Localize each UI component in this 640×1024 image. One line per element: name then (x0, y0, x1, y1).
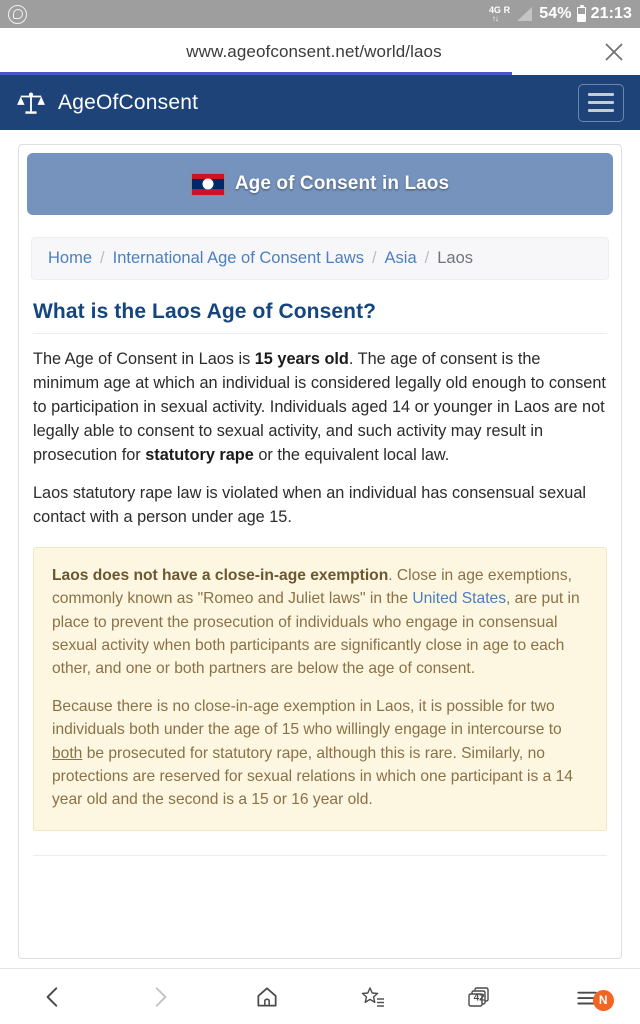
scales-of-justice-icon (16, 90, 46, 116)
hamburger-menu-icon-bar (588, 101, 614, 104)
paragraph-1-text-part-2: . The age of consent is the minimum age at which an individual is considered legally old enough to consent to participation in sexual activity. Individuals aged 14 or younger in Laos are not legally able to consent to sexual activity, and such activity may result in prosecution for (33, 350, 606, 465)
back-button[interactable] (0, 984, 107, 1010)
breadcrumb-separator: / (424, 249, 430, 267)
heading-divider (33, 333, 607, 334)
battery-icon (577, 7, 586, 22)
article-paragraph-1 (33, 347, 607, 468)
network-type-label: 4G (489, 4, 501, 15)
browser-menu-button[interactable] (533, 984, 640, 1010)
notice-paragraph-1 (52, 564, 588, 681)
breadcrumb-item-home[interactable]: Home (48, 249, 93, 267)
breadcrumb-separator: / (371, 249, 377, 267)
tab-count-label: 42 (473, 991, 485, 1003)
age-of-consent-value: 15 years old (254, 350, 349, 368)
browser-bottom-navigation (0, 968, 640, 1024)
home-icon (254, 984, 280, 1010)
breadcrumb-separator: / (100, 249, 105, 267)
browser-url-bar[interactable] (0, 28, 640, 75)
notice-p2-part-2: be prosecuted for statutory rape, although this is rare. Similarly, no protections are reserved for sexual relations in which one participant is a 14 year old and the second is a 15 or 16 year old. (52, 744, 573, 809)
article-paragraph-2: Laos statutory rape law is violated when an individual has consensual sexual contact with a person under age 15. (33, 483, 586, 526)
bookmark-star-icon (360, 984, 386, 1010)
forward-button[interactable] (107, 984, 214, 1010)
breadcrumb-item-laos-current: Laos (437, 249, 474, 267)
notice-p2-part-1: Because there is no close-in-age exemption in Laos, it is possible for two individuals both under the age of 15 who willingly engage in intercourse to (52, 697, 562, 739)
page-content-wrapper (0, 130, 640, 959)
breadcrumb (31, 237, 609, 280)
page-title: Age of Consent in Laos (234, 173, 450, 194)
notice-p1-part-2: , are put in place to prevent the prosecution of individuals who engage in consensual sexual activity when both participants are significantly close in age to each other, and one or both partners are below the age of consent. (52, 590, 580, 678)
roaming-indicator: R (503, 5, 511, 15)
android-status-bar (0, 0, 640, 28)
page-load-progress-bar (0, 72, 512, 75)
close-in-age-notice-box (33, 547, 607, 831)
site-header (0, 75, 640, 130)
content-bottom-divider (33, 855, 607, 856)
network-arrows: ↑↓ (491, 13, 498, 23)
notice-emphasis-both: both (52, 744, 83, 762)
network-type-indicator (489, 6, 501, 23)
laos-flag-icon (191, 173, 225, 196)
statutory-rape-term: statutory rape (145, 446, 254, 465)
united-states-link[interactable]: United States (412, 590, 506, 608)
clock-label: 21:13 (590, 5, 632, 22)
article-card (18, 144, 622, 959)
signal-strength-icon (517, 7, 532, 21)
bookmarks-button[interactable] (320, 984, 427, 1010)
hamburger-menu-icon-bar (588, 93, 614, 96)
status-bar-notifications (8, 5, 489, 24)
close-icon (602, 40, 626, 64)
url-text[interactable]: www.ageofconsent.net/world/laos (186, 41, 442, 61)
notice-p1-part-1: . Close in age exemptions, commonly known as "Romeo and Juliet laws" in the (52, 566, 572, 608)
back-icon (40, 984, 66, 1010)
hamburger-menu-icon-bar (588, 109, 614, 112)
status-bar-indicators (489, 5, 632, 23)
site-brand-label: AgeOfConsent (58, 90, 199, 114)
paragraph-1-text-part-3: or the equivalent local law. (253, 446, 450, 465)
forward-icon (147, 984, 173, 1010)
tabs-button[interactable] (427, 984, 534, 1010)
home-button[interactable] (213, 984, 320, 1010)
breadcrumb-item-asia[interactable]: Asia (384, 249, 417, 267)
stop-loading-button[interactable] (588, 40, 640, 64)
paragraph-1-text-part-1: The Age of Consent in Laos is (33, 350, 255, 368)
battery-percent-label: 54% (539, 5, 572, 22)
site-brand[interactable] (16, 90, 198, 116)
breadcrumb-item-international-laws[interactable]: International Age of Consent Laws (112, 249, 364, 267)
notice-bold-lead: Laos does not have a close-in-age exemption (52, 566, 389, 584)
page-title-banner (27, 153, 613, 215)
site-menu-button[interactable] (578, 84, 624, 122)
article-heading: What is the Laos Age of Consent? (33, 300, 377, 323)
whatsapp-icon (8, 5, 27, 24)
notice-paragraph-2 (52, 695, 588, 812)
menu-notification-badge: N (593, 990, 614, 1011)
